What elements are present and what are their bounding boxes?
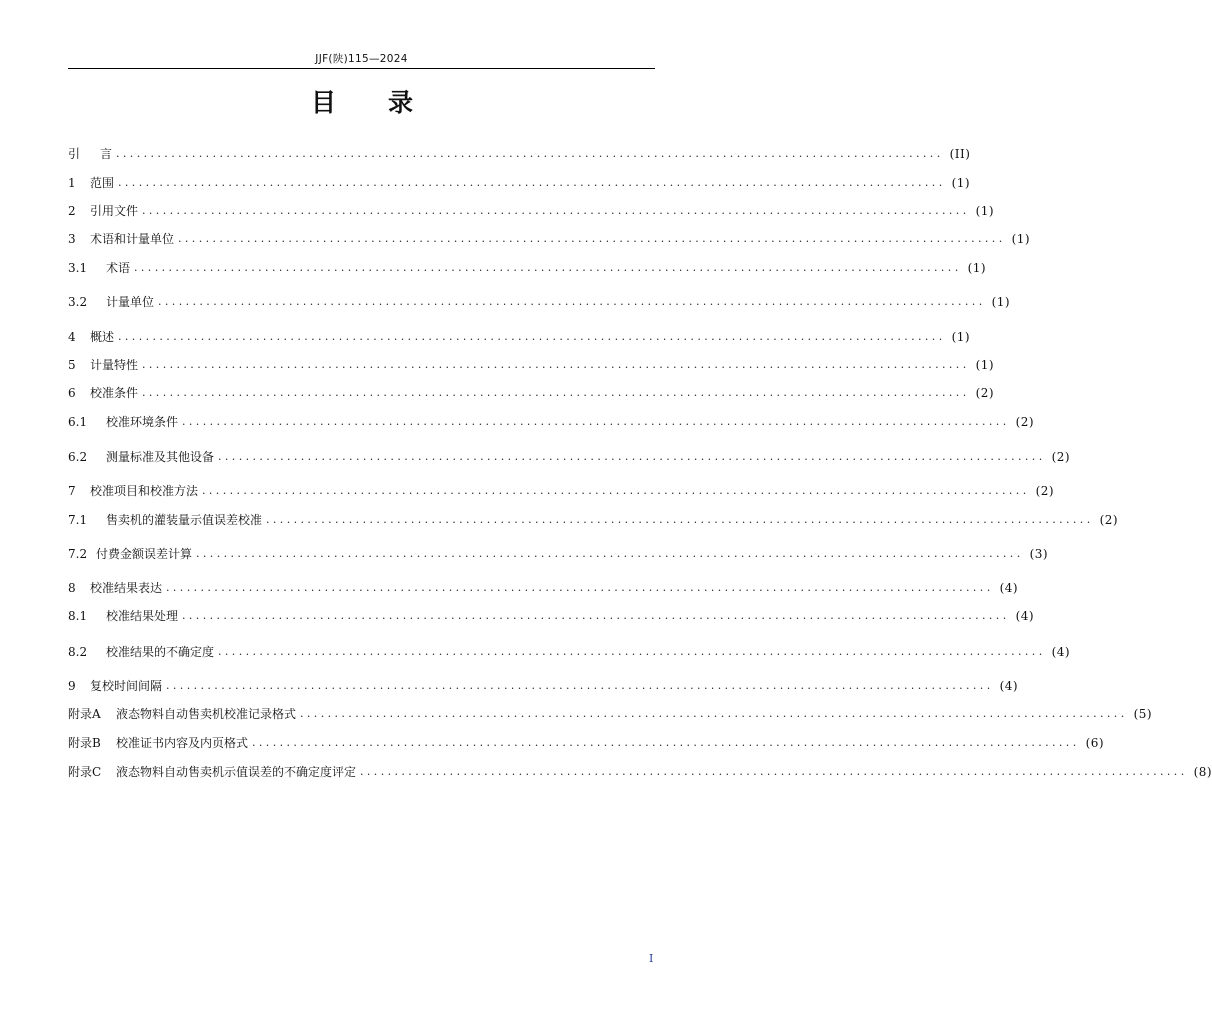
toc-entry-number: 8.1	[68, 609, 88, 623]
toc-page-number: (5)	[1133, 707, 1153, 721]
toc-leader-dots: ........................................................................................................................	[118, 176, 946, 189]
page-number: I	[649, 952, 654, 965]
page-title-char-1: 目	[310, 88, 336, 117]
toc-entry-9[interactable]	[68, 674, 1019, 694]
page-title	[0, 88, 724, 118]
toc-entry-8-2[interactable]	[68, 640, 1071, 660]
toc-entry-title: 言	[100, 147, 113, 161]
toc-leader-dots: ........................................................................................................................	[166, 581, 994, 594]
toc-page-number: (1)	[975, 358, 995, 372]
toc-entry-number: 附录B	[68, 736, 101, 750]
toc-page-number: (8)	[1193, 765, 1212, 779]
toc-page-number: (6)	[1085, 736, 1105, 750]
toc-page-number: (3)	[1029, 547, 1049, 561]
toc-entry-appendix-b[interactable]	[68, 731, 1105, 751]
toc-entry-appendix-c[interactable]	[68, 760, 1212, 780]
toc-leader-dots: ........................................................................................................................	[166, 679, 994, 692]
toc-entry-title: 售卖机的灌装量示值误差校准	[106, 513, 263, 527]
toc-entry-title: 计量特性	[90, 358, 139, 372]
toc-leader-dots: ........................................................................................................................	[142, 204, 970, 217]
toc-entry-title: 校准项目和校准方法	[90, 484, 199, 498]
toc-entry-3-1[interactable]	[68, 256, 987, 276]
toc-entry-title: 付费金额误差计算	[96, 547, 193, 561]
toc-entry-number: 附录A	[68, 707, 101, 721]
toc-entry-title: 液态物料自动售卖机示值误差的不确定度评定	[116, 765, 357, 779]
toc-leader-dots: ........................................................................................................................	[202, 484, 1030, 497]
toc-entry-number: 2	[68, 204, 76, 218]
toc-entry-title: 校准结果表达	[90, 581, 163, 595]
toc-leader-dots: ........................................................................................................................	[178, 232, 1006, 245]
toc-entry-title: 概述	[90, 330, 115, 344]
toc-leader-dots: ........................................................................................................................	[118, 330, 946, 343]
toc-entry-title: 校准结果的不确定度	[106, 645, 215, 659]
toc-page-number: (4)	[1051, 645, 1071, 659]
toc-page-number: (2)	[1035, 484, 1055, 498]
toc-entry-7-2[interactable]	[68, 542, 1049, 562]
toc-leader-dots: ........................................................................................................................	[266, 513, 1094, 526]
toc-leader-dots: ........................................................................................................................	[360, 765, 1188, 778]
toc-page-number: (4)	[999, 581, 1019, 595]
toc-entry-title: 校准证书内容及内页格式	[116, 736, 249, 750]
toc-leader-dots: ........................................................................................................................	[142, 358, 970, 371]
toc-entry-title: 引用文件	[90, 204, 139, 218]
toc-page-number: (1)	[951, 330, 971, 344]
toc-leader-dots: ........................................................................................................................	[218, 645, 1046, 658]
toc-entry-number: 6	[68, 386, 76, 400]
toc-entry-number: 3.1	[68, 261, 88, 275]
toc-entry-title: 测量标准及其他设备	[106, 450, 215, 464]
toc-page-number: (1)	[1011, 232, 1031, 246]
toc-entry-5[interactable]	[68, 353, 995, 373]
toc-entry-title: 范围	[90, 176, 115, 190]
toc-leader-dots: ........................................................................................................................	[196, 547, 1024, 560]
toc-leader-dots: ........................................................................................................................	[218, 450, 1046, 463]
toc-entry-title: 校准结果处理	[106, 609, 179, 623]
document-code-header: JJF(陕)115—2024	[315, 53, 408, 65]
toc-page-number: (II)	[949, 147, 971, 161]
toc-page-number: (1)	[951, 176, 971, 190]
toc-leader-dots: ........................................................................................................................	[300, 707, 1128, 720]
toc-page-number: (2)	[1015, 415, 1035, 429]
toc-entry-number: 3.2	[68, 295, 88, 309]
toc-entry-number: 6.2	[68, 450, 88, 464]
toc-entry-title: 术语和计量单位	[90, 232, 175, 246]
toc-entry-number: 7	[68, 484, 76, 498]
header-rule	[68, 68, 655, 69]
toc-entry-number: 6.1	[68, 415, 88, 429]
toc-leader-dots: ........................................................................................................................	[158, 295, 986, 308]
toc-entry-3[interactable]	[68, 227, 1031, 247]
toc-entry-foreword[interactable]	[68, 142, 971, 162]
toc-entry-1[interactable]	[68, 171, 971, 191]
toc-page-number: (1)	[975, 204, 995, 218]
toc-entry-number: 附录C	[68, 765, 102, 779]
page-title-char-2: 录	[388, 88, 414, 117]
toc-entry-appendix-a[interactable]	[68, 702, 1153, 722]
toc-entry-title: 校准条件	[90, 386, 139, 400]
toc-leader-dots: ........................................................................................................................	[252, 736, 1080, 749]
toc-leader-dots: ........................................................................................................................	[116, 147, 944, 160]
toc-entry-title: 校准环境条件	[106, 415, 179, 429]
toc-entry-6[interactable]	[68, 381, 995, 401]
toc-entry-6-1[interactable]	[68, 410, 1035, 430]
toc-entry-2[interactable]	[68, 199, 995, 219]
toc-page-number: (4)	[1015, 609, 1035, 623]
toc-page-number: (2)	[1099, 513, 1119, 527]
toc-entry-number: 3	[68, 232, 76, 246]
toc-page-number: (1)	[991, 295, 1011, 309]
toc-entry-number: 7.2	[68, 547, 88, 561]
toc-entry-number: 引	[68, 147, 81, 161]
toc-page-number: (2)	[975, 386, 995, 400]
toc-leader-dots: ........................................................................................................................	[182, 415, 1010, 428]
toc-page-number: (1)	[967, 261, 987, 275]
toc-entry-title: 液态物料自动售卖机校准记录格式	[116, 707, 297, 721]
toc-page-number: (2)	[1051, 450, 1071, 464]
toc-entry-3-2[interactable]	[68, 290, 1011, 310]
toc-leader-dots: ........................................................................................................................	[134, 261, 962, 274]
toc-entry-number: 4	[68, 330, 76, 344]
toc-entry-8[interactable]	[68, 576, 1019, 596]
toc-leader-dots: ........................................................................................................................	[142, 386, 970, 399]
toc-entry-number: 7.1	[68, 513, 88, 527]
toc-entry-8-1[interactable]	[68, 604, 1035, 624]
toc-entry-title: 计量单位	[106, 295, 155, 309]
toc-entry-number: 8	[68, 581, 76, 595]
toc-entry-7-1[interactable]	[68, 508, 1119, 528]
toc-page-number: (4)	[999, 679, 1019, 693]
toc-entry-number: 5	[68, 358, 76, 372]
toc-leader-dots: ........................................................................................................................	[182, 609, 1010, 622]
toc-entry-number: 1	[68, 176, 76, 190]
toc-entry-6-2[interactable]	[68, 445, 1071, 465]
toc-entry-number: 8.2	[68, 645, 88, 659]
toc-entry-number: 9	[68, 679, 76, 693]
toc-entry-title: 术语	[106, 261, 131, 275]
toc-entry-4[interactable]	[68, 325, 971, 345]
toc-entry-title: 复校时间间隔	[90, 679, 163, 693]
toc-entry-7[interactable]	[68, 479, 1055, 499]
